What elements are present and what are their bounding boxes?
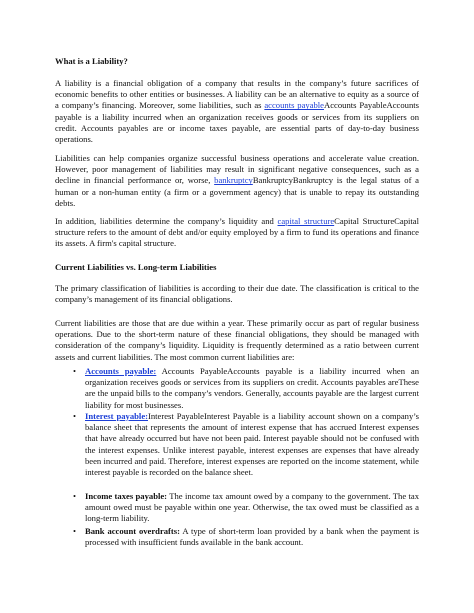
paragraph-text: A liability is a financial obligation of a company that results in the company’s future sacrifices of economic benefits to other entities or businesses. A liability can be an alternative to equity as a source of a company’s financing. Moreover, some liabilities, such as bbox=[55, 78, 419, 111]
paragraph-text: Accounts PayableAccounts payable is a liability incurred when an organization receives goods or services from its suppliers on credit. Accounts payables are or income taxes payable, are essential parts of day-to-day business operations. bbox=[55, 100, 419, 145]
income-taxes-term: Income taxes payable: bbox=[85, 491, 168, 501]
bullet-icon: • bbox=[73, 491, 77, 501]
heading-current-vs-longterm: Current Liabilities vs. Long-term Liabilities bbox=[55, 262, 217, 272]
list-item-text: The income tax amount owed by a company to the government. The tax amount owed must be payable within one year. Otherwise, the tax owed must be classified as a long-term liability. bbox=[85, 491, 419, 524]
paragraph-text: In addition, liabilities determine the company’s liquidity and bbox=[55, 216, 278, 226]
paragraph-classification: The primary classification of liabilities is according to their due date. The classification is critical to the company’s management of its financial obligations. bbox=[55, 283, 419, 305]
list-item bbox=[73, 491, 419, 525]
accounts-payable-link[interactable]: accounts payable bbox=[264, 100, 325, 111]
list-item bbox=[73, 526, 419, 548]
paragraph-text: Capital StructureCapital structure refers to the amount of debt and/or equity employed by a firm to fund its operations and finance its assets. A firm's capital structure. bbox=[55, 216, 419, 249]
list-item-text: Accounts PayableAccounts payable is a liability incurred when an organization receives goods or services from its suppliers on credit. Accounts payables areThese are the unpaid bills to the company’s vendors. Generally, accounts payable are the largest current liability for most businesses. bbox=[85, 366, 420, 410]
bullet-icon: • bbox=[73, 366, 77, 376]
paragraph-definition bbox=[55, 78, 419, 145]
list-item-text: Interest PayableInterest Payable is a liability account shown on a company’s balance sheet that represents the amount of interest expense that has accrued Interest expenses that have already occurred but have not been paid. Interest payable should not be confused with the interest expenses. Unlike interest payable, interest expenses are expenses that have already been incurred and paid. Therefore, interest expenses are reported on the income statement, while interest payable is recorded on the balance sheet. bbox=[85, 411, 419, 478]
paragraph-text: Liabilities can help companies organize successful business operations and accelerate value creation. However, poor management of liabilities may result in significant negative consequences, such as a decline in financial performance or, worse, bbox=[55, 153, 419, 186]
interest-payable-term-link[interactable]: Interest payable: bbox=[85, 411, 148, 421]
bullet-icon: • bbox=[73, 526, 77, 536]
accounts-payable-term-link[interactable]: Accounts payable: bbox=[85, 366, 157, 376]
list-item bbox=[73, 411, 419, 478]
list-item-text: A type of short-term loan provided by a bank when the payment is processed with insufficient funds available in the bank account. bbox=[85, 526, 419, 548]
list-item bbox=[73, 366, 420, 411]
heading-what-is-liability: What is a Liability? bbox=[55, 56, 128, 66]
capital-structure-link[interactable]: capital structure bbox=[277, 216, 335, 226]
bullet-icon: • bbox=[73, 411, 77, 421]
bankruptcy-link[interactable]: bankruptcy bbox=[214, 175, 253, 186]
paragraph-management bbox=[55, 153, 419, 209]
paragraph-current-liabilities: Current liabilities are those that are due within a year. These primarily occur as part of regular business operations. Due to the short-term nature of these financial obligations, they should be managed with consideration of the company’s liquidity. Liquidity is frequently determined as a ratio between current assets and current liabilities. The most common current liabilities are: bbox=[55, 318, 419, 362]
paragraph-capital-structure bbox=[55, 216, 419, 250]
bank-overdrafts-term: Bank account overdrafts: bbox=[85, 526, 180, 536]
paragraph-text: BankruptcyBankruptcy is the legal status of a human or a non-human entity (a firm or a government agency) that is unable to repay its outstanding debts. bbox=[55, 175, 419, 208]
